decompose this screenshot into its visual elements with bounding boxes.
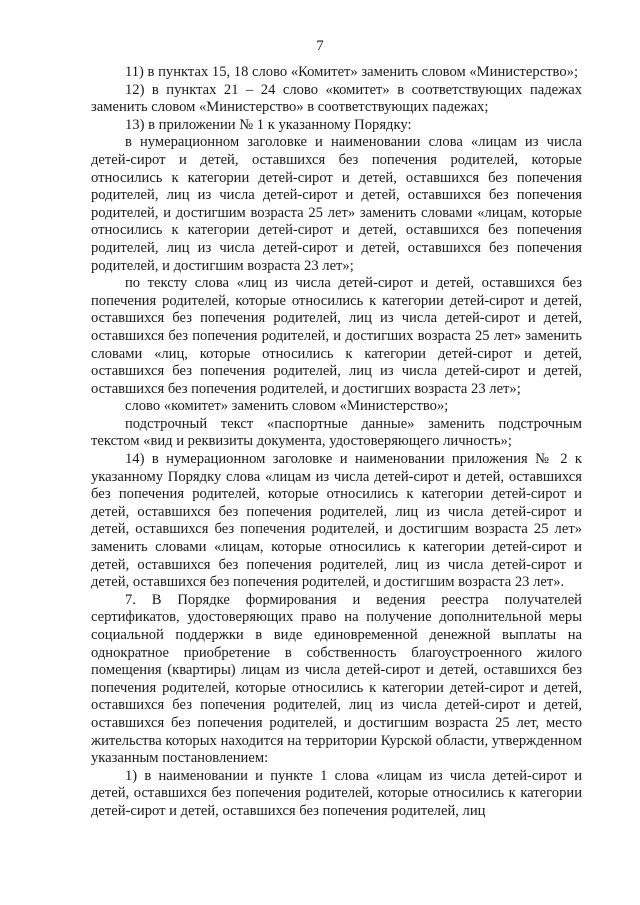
paragraph-item-11: 11) в пунктах 15, 18 слово «Комитет» заменить словом «Министерство»; bbox=[125, 64, 578, 80]
paragraph-13-committee-change: слово «комитет» заменить словом «Министерство»; bbox=[125, 398, 449, 415]
paragraph-13-heading-change: в нумерационном заголовке и наименовании слова «лицам из числа детей-сирот и детей, оставшихся без попечения родителей, которые относились к категории детей-сирот и детей, оставшихся без попечения родителей, лиц из числа детей-сирот и детей, оставшихся без попечения родителей, и достигшим возраста 25 лет» заменить словами «лицам, которые относились к категории детей-сирот и детей, оставшихся без попечения родителей, лиц из числа детей-сирот и детей, оставшихся без попечения родителей, и достигшим возраста 23 лет»; bbox=[91, 134, 582, 274]
paragraph-item-13: 13) в приложении № 1 к указанному Порядку: bbox=[125, 116, 412, 133]
paragraph-item-12: 12) в пунктах 21 – 24 слово «комитет» в соответствующих падежах заменить словом «Министерство» в соответствующих падежах; bbox=[91, 81, 582, 116]
paragraph-item-14: 14) в нумерационном заголовке и наименовании приложения № 2 к указанному Порядку слова «лицам из числа детей-сирот и детей, оставшихся без попечения родителей, которые относились к категории детей-сирот и детей, оставшихся без попечения родителей, лиц из числа детей-сирот и детей, оставшихся без попечения родителей, и достигшим возраста 25 лет» заменить словами «лицам, которые относились к категории детей-сирот и детей, оставшихся без попечения родителей, лиц из числа детей-сирот и детей, оставшихся без попечения родителей, и достигшим возраста 23 лет». bbox=[91, 451, 582, 591]
paragraph-13-text-change: по тексту слова «лиц из числа детей-сирот и детей, оставшихся без попечения родителей, которые относились к категории детей-сирот и детей, оставшихся без попечения родителей, лиц из числа детей-сирот и детей, оставшихся без попечения родителей, и достигших возраста 25 лет» заменить словами «лиц, которые относились к категории детей-сирот и детей, оставшихся без попечения родителей, лиц из числа детей-сирот и детей, оставшихся без попечения родителей, и достигших возраста 23 лет»; bbox=[91, 275, 582, 397]
document-body bbox=[91, 64, 582, 821]
paragraph-13-subscript-change: подстрочный текст «паспортные данные» заменить подстрочным текстом «вид и реквизиты документа, удостоверяющего личность»; bbox=[91, 415, 582, 450]
paragraph-section-7-item-1: 1) в наименовании и пункте 1 слова «лицам из числа детей-сирот и детей, оставшихся без попечения родителей, которые относились к категории детей-сирот и детей, оставшихся без попечения родителей, лиц bbox=[91, 767, 582, 819]
paragraph-section-7: 7. В Порядке формирования и ведения реестра получателей сертификатов, удостоверяющих право на получение дополнительной меры социальной поддержки в виде единовременной денежной выплаты на однократное приобретение в собственность благоустроенного жилого помещения (квартиры) лицам из числа детей-сирот и детей, оставшихся без попечения родителей, которые относились к категории детей-сирот и детей, оставшихся без попечения родителей, лиц из числа детей-сирот и детей, оставшихся без попечения родителей, и достигшим возраста 25 лет, место жительства которых находится на территории Курской области, утвержденном указанным постановлением: bbox=[91, 591, 582, 767]
page-number: 7 bbox=[316, 38, 324, 54]
